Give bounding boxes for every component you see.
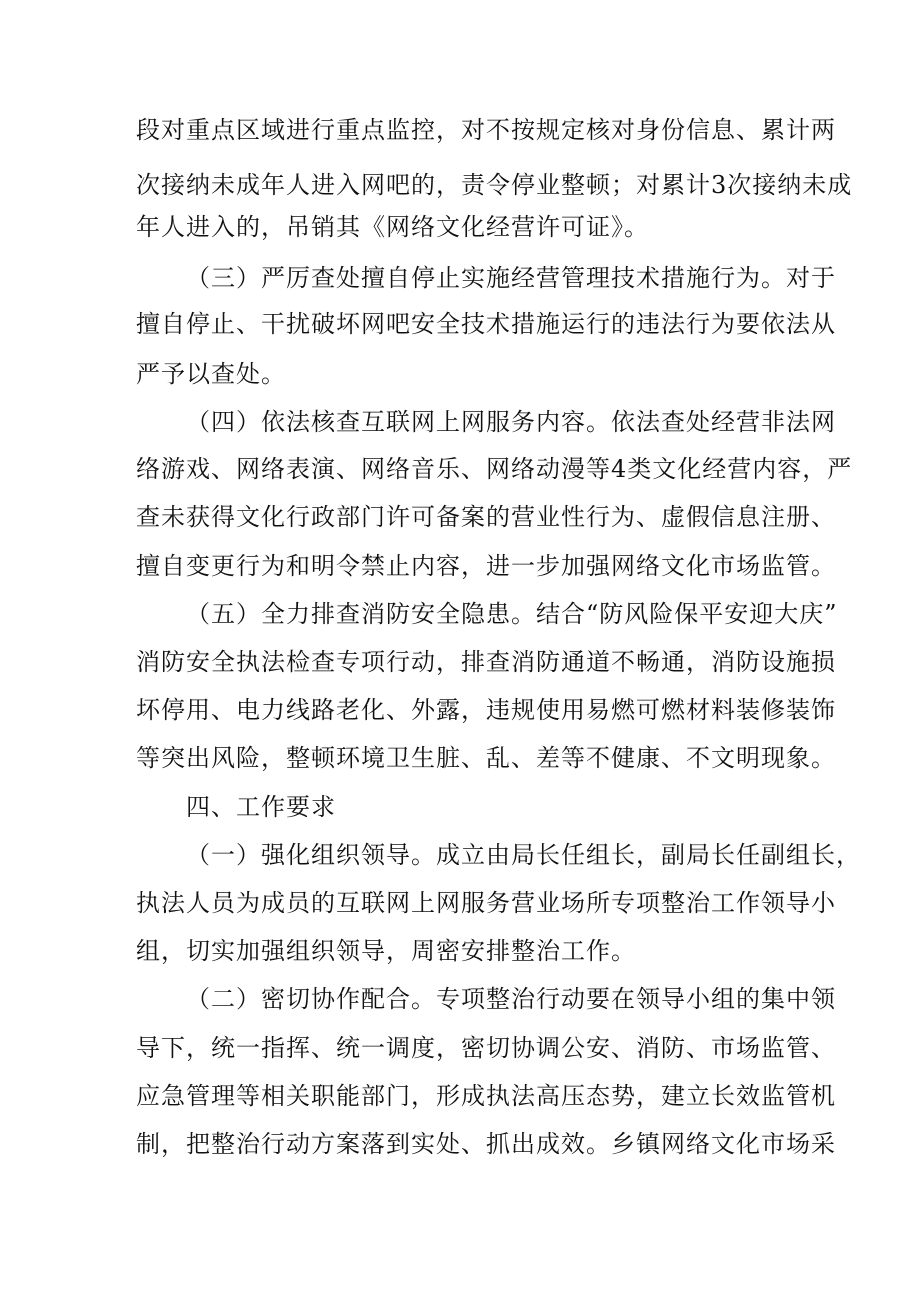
text-line: 制，把整治行动方案落到实处、抓出成效。乡镇网络文化市场采 <box>136 1130 836 1158</box>
requirement-one-heading-line: （一）强化组织领导。成立由局长任组长，副局长任副组长， <box>186 841 861 869</box>
text-line: 擅自变更行为和明令禁止内容，进一步加强网络文化市场监管。 <box>136 552 836 580</box>
text-line: 年人进入的，吊销其《网络文化经营许可证》。 <box>136 213 649 241</box>
text-line: 导下，统一指挥、统一调度，密切协调公安、消防、市场监管、 <box>136 1034 836 1062</box>
section-three-heading-line: （三）严厉查处擅自停止实施经营管理技术措施行为。对于 <box>186 264 836 292</box>
text-line: 组，切实加强组织领导，周密安排整治工作。 <box>136 937 636 965</box>
text-line: 次接纳未成年人进入网吧的，责令停业整顿；对累计3次接纳未成 <box>136 171 853 199</box>
text-line: 坏停用、电力线路老化、外露，违规使用易燃可燃材料装修装饰 <box>136 696 836 724</box>
text-line: 段对重点区域进行重点监控，对不按规定核对身份信息、累计两 <box>136 116 836 144</box>
text-line: 严予以查处。 <box>136 360 286 388</box>
section-four-heading-line: （四）依法核查互联网上网服务内容。依法查处经营非法网 <box>186 408 836 436</box>
text-line: 消防安全执法检查专项行动，排查消防通道不畅通，消防设施损 <box>136 648 836 676</box>
section-five-heading-line: （五）全力排查消防安全隐患。结合“防风险保平安迎大庆” <box>186 600 838 628</box>
requirement-two-heading-line: （二）密切协作配合。专项整治行动要在领导小组的集中领 <box>186 985 836 1013</box>
text-line: 络游戏、网络表演、网络音乐、网络动漫等4类文化经营内容，严 <box>136 455 853 483</box>
text-line: 等突出风险，整顿环境卫生脏、乱、差等不健康、不文明现象。 <box>136 744 836 772</box>
work-requirements-heading: 四、工作要求 <box>186 793 336 821</box>
text-line: 执法人员为成员的互联网上网服务营业场所专项整治工作领导小 <box>136 889 836 917</box>
text-line: 应急管理等相关职能部门，形成执法高压态势，建立长效监管机 <box>136 1082 836 1110</box>
text-line: 查未获得文化行政部门许可备案的营业性行为、虚假信息注册、 <box>136 503 836 531</box>
text-line: 擅自停止、干扰破坏网吧安全技术措施运行的违法行为要依法从 <box>136 310 836 338</box>
